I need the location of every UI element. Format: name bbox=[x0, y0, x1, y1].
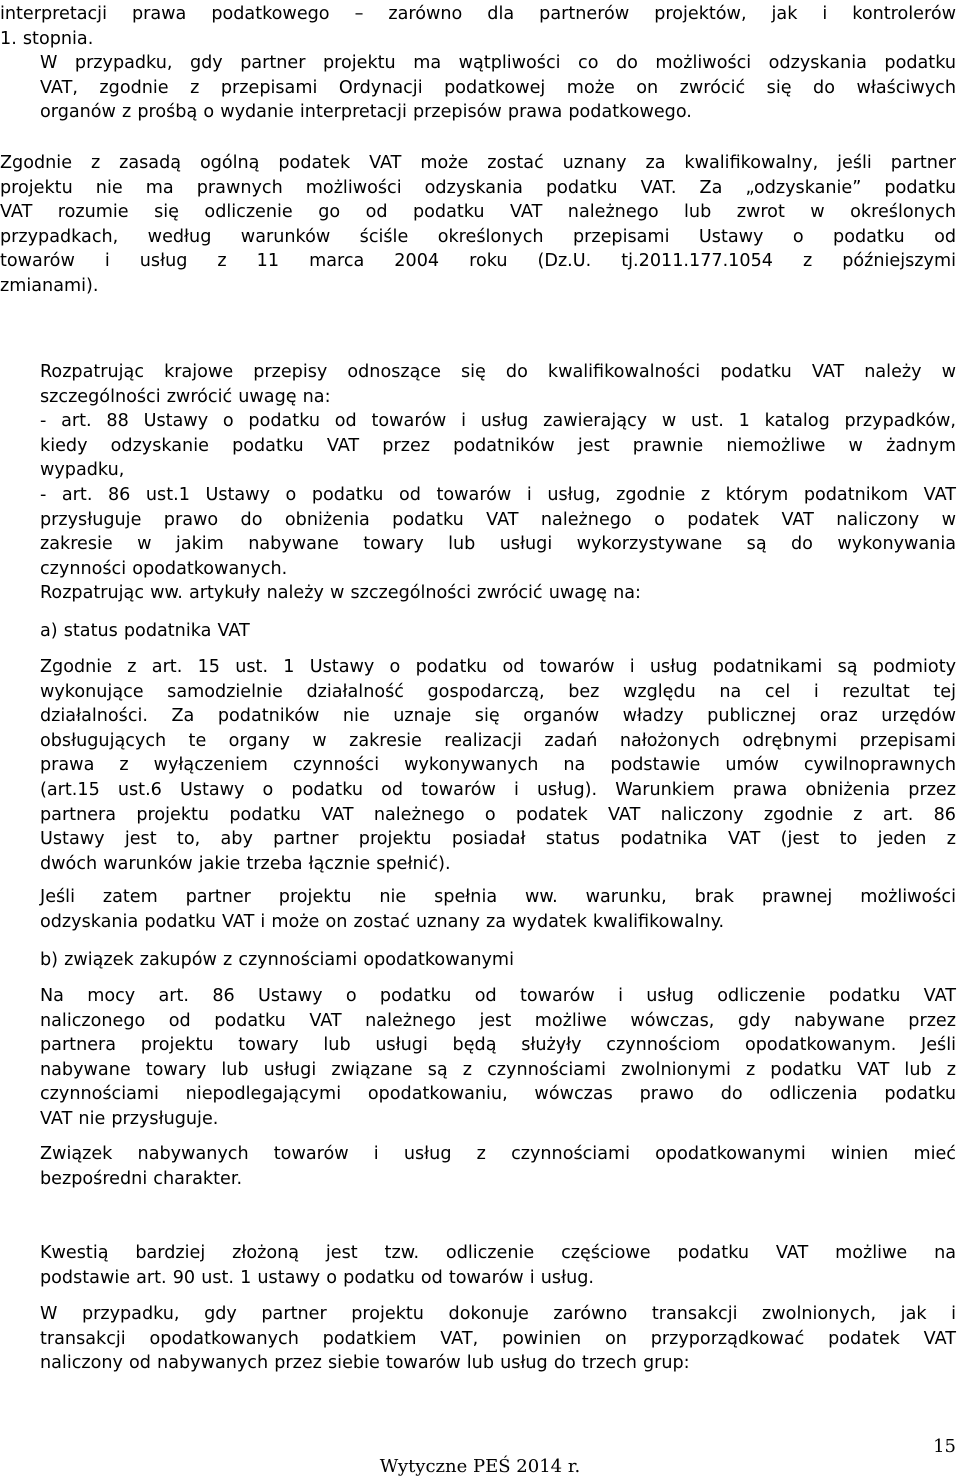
text-line: wypadku, bbox=[40, 460, 125, 481]
text-line: odzyskania podatku VAT i może on zostać uznany za wydatek kwalifikowalny. bbox=[40, 911, 725, 932]
text-line: wykonujące samodzielnie działalność gospodarczą, bez względu na cel i rezultat tej bbox=[40, 681, 956, 702]
link-conclusion-paragraph bbox=[40, 1142, 956, 1191]
link-paragraph bbox=[40, 984, 956, 1132]
text-line: W przypadku, gdy partner projektu ma wątpliwości co do możliwości odzyskania podatku bbox=[40, 53, 956, 73]
mixed-transactions-paragraph bbox=[40, 1302, 956, 1376]
text-line: naliczonego od podatku VAT należnego jest możliwe wówczas, gdy nabywane przez bbox=[40, 1010, 956, 1031]
text-line: Na mocy art. 86 Ustawy o podatku od towarów i usług odliczenie podatku VAT bbox=[40, 986, 956, 1006]
text-line: towarów i usług z 11 marca 2004 roku (Dz.U. tj.2011.177.1054 z późniejszymi bbox=[0, 251, 956, 272]
text-line: - art. 88 Ustawy o podatku od towarów i usług zawierający w ust. 1 katalog przypadków, bbox=[40, 411, 956, 432]
text-line: Rozpatrując ww. artykuły należy w szczególności zwrócić uwagę na: bbox=[40, 583, 641, 604]
text-line: Związek nabywanych towarów i usług z czynnościami opodatkowanymi winien mieć bbox=[40, 1144, 956, 1164]
text-line: kiedy odzyskanie podatku VAT przez podatników jest prawnie niemożliwe w żadnym bbox=[40, 435, 956, 456]
partial-deduction-paragraph bbox=[40, 1241, 956, 1290]
text-line: Zgodnie z art. 15 ust. 1 Ustawy o podatku od towarów i usług podatnikami są podmioty bbox=[40, 657, 956, 677]
status-paragraph bbox=[40, 655, 956, 876]
page-footer: Wytyczne PEŚ 2014 r. bbox=[379, 1456, 581, 1477]
text-line: partnera projektu towary lub usługi będą służyły czynnościom opodatkowanym. Jeśli bbox=[40, 1035, 956, 1056]
page-number: 15 bbox=[933, 1436, 956, 1457]
text-line: Kwestią bardziej złożoną jest tzw. odliczenie częściowe podatku VAT możliwe na bbox=[40, 1243, 956, 1263]
text-line: transakcji opodatkowanych podatkiem VAT, powinien on przyporządkować podatek VAT bbox=[40, 1328, 956, 1349]
section-heading: a) status podatnika VAT bbox=[40, 621, 250, 641]
rule-paragraph bbox=[0, 151, 956, 299]
text-line: zmianami). bbox=[0, 275, 99, 296]
text-line: (art.15 ust.6 Ustawy o podatku od towarów i usług). Warunkiem prawa obniżenia przez bbox=[40, 779, 956, 800]
text-line: obsługujących te organy w zakresie realizacji zadań nałożonych odrębnymi przepisami bbox=[40, 730, 956, 751]
heading-status bbox=[40, 619, 956, 644]
text-line: podstawie art. 90 ust. 1 ustawy o podatku od towarów i usług. bbox=[40, 1267, 594, 1288]
text-line: W przypadku, gdy partner projektu dokonuje zarówno transakcji zwolnionych, jak i bbox=[40, 1304, 956, 1324]
doubt-paragraph bbox=[40, 51, 956, 125]
text-line: działalności. Za podatników nie uznaje się organów władzy publicznej oraz urzędów bbox=[40, 706, 956, 727]
text-line: Zgodnie z zasadą ogólną podatek VAT może zostać uznany za kwalifikowalny, jeśli partner bbox=[0, 153, 956, 173]
section-heading: b) związek zakupów z czynnościami opodatkowanymi bbox=[40, 950, 514, 970]
consider-paragraph bbox=[40, 360, 956, 606]
status-conclusion-paragraph bbox=[40, 885, 956, 934]
text-line: szczególności zwrócić uwagę na: bbox=[40, 386, 331, 407]
text-line: Rozpatrując krajowe przepisy odnoszące się do kwalifikowalności podatku VAT należy w bbox=[40, 362, 956, 382]
intro-paragraph bbox=[0, 2, 956, 51]
text-line: dwóch warunków jakie trzeba łącznie spełnić). bbox=[40, 853, 451, 874]
text-line: przysługuje prawo do obniżenia podatku VAT należnego o podatek VAT naliczony w bbox=[40, 509, 956, 530]
text-line: VAT, zgodnie z przepisami Ordynacji podatkowej może on zwrócić się do właściwych bbox=[40, 77, 956, 98]
text-line: VAT nie przysługuje. bbox=[40, 1108, 219, 1129]
text-line: Ustawy jest to, aby partner projektu posiadał status podatnika VAT (jest to jeden z bbox=[40, 829, 956, 850]
text-line: zakresie w jakim nabywane towary lub usługi wykorzystywane są do wykonywania bbox=[40, 534, 956, 555]
heading-link bbox=[40, 948, 956, 973]
text-line: nabywane towary lub usługi związane są z czynnościami zwolnionymi z podatku VAT lub z bbox=[40, 1059, 956, 1080]
text-line: - art. 86 ust.1 Ustawy o podatku od towarów i usług, zgodnie z którym podatnikom VAT bbox=[40, 484, 956, 505]
text-line: interpretacji prawa podatkowego – zarówno dla partnerów projektów, jak i kontrolerów bbox=[0, 4, 956, 24]
text-line: partnera projektu podatku VAT należnego o podatek VAT naliczony zgodnie z art. 86 bbox=[40, 804, 956, 825]
text-line: prawa z wyłączeniem czynności wykonywanych na podstawie umów cywilnoprawnych bbox=[40, 755, 956, 776]
text-line: czynności opodatkowanych. bbox=[40, 558, 288, 579]
text-line: organów z prośbą o wydanie interpretacji przepisów prawa podatkowego. bbox=[40, 102, 692, 123]
text-line: przypadkach, według warunków ściśle określonych przepisami Ustawy o podatku od bbox=[0, 226, 956, 247]
text-line: naliczony od nabywanych przez siebie towarów lub usług do trzech grup: bbox=[40, 1353, 690, 1374]
text-line: Jeśli zatem partner projektu nie spełnia ww. warunku, brak prawnej możliwości bbox=[40, 887, 956, 907]
text-line: czynnościami niepodlegającymi opodatkowaniu, wówczas prawo do odliczenia podatku bbox=[40, 1084, 956, 1105]
text-line: projektu nie ma prawnych możliwości odzyskania podatku VAT. Za „odzyskanie” podatku bbox=[0, 177, 956, 198]
text-line: 1. stopnia. bbox=[0, 28, 94, 49]
text-line: VAT rozumie się odliczenie go od podatku VAT należnego lub zwrot w określonych bbox=[0, 202, 956, 223]
text-line: bezpośredni charakter. bbox=[40, 1168, 243, 1189]
